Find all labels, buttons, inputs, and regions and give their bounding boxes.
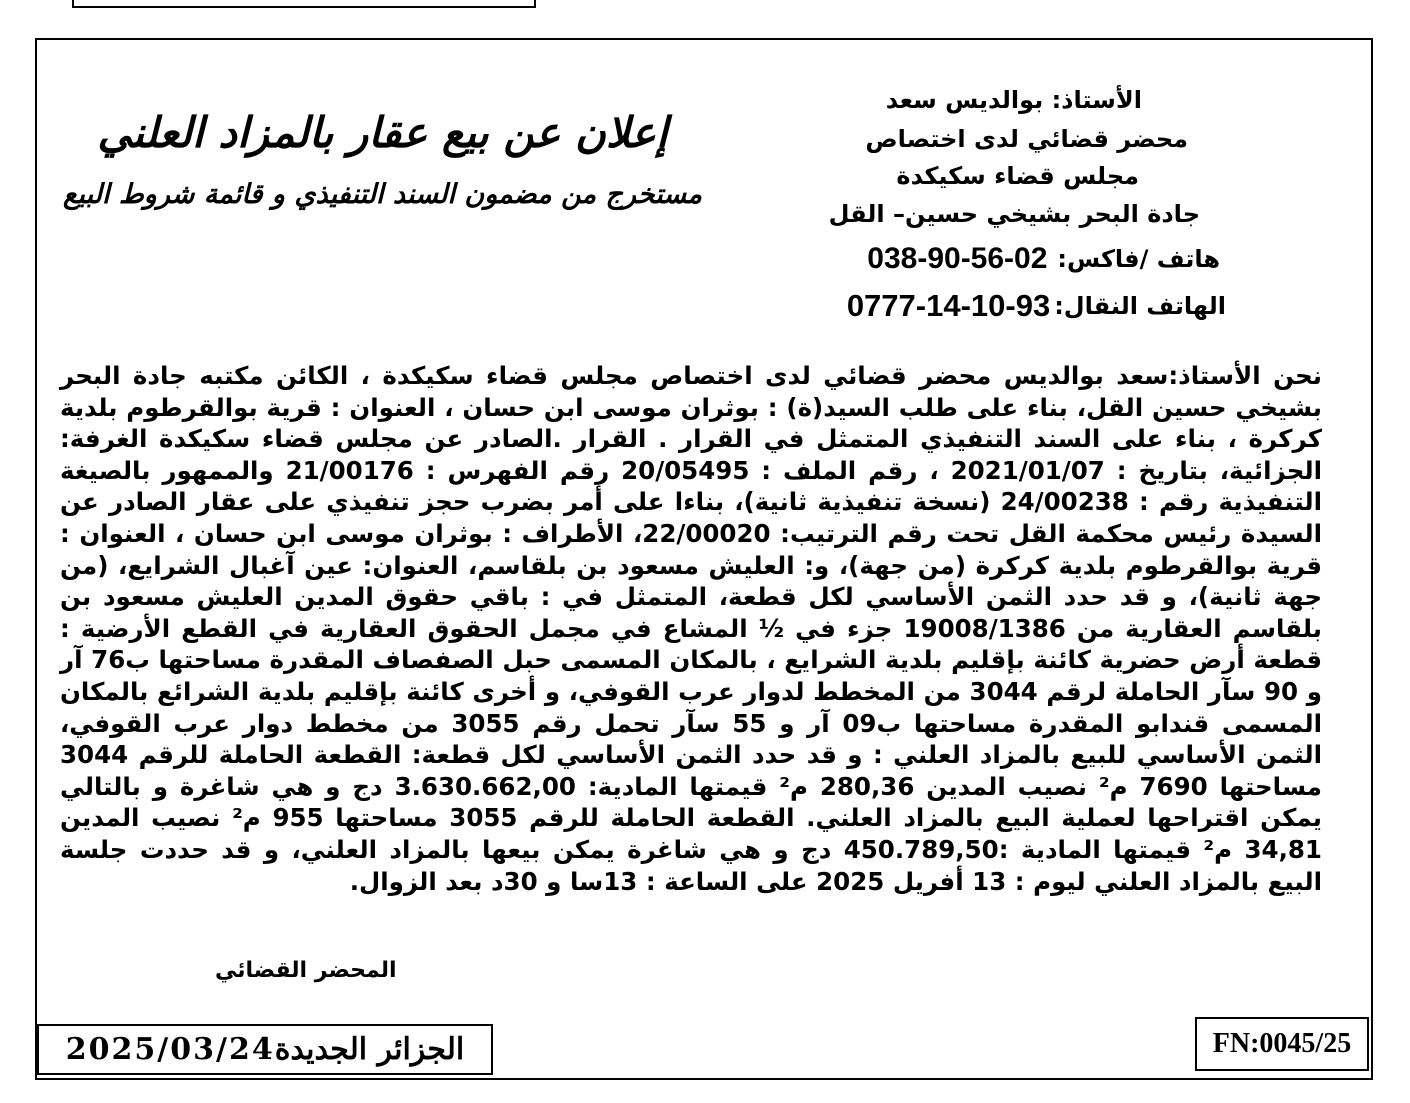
officer-title: محضر قضائي لدى اختصاص xyxy=(865,125,1188,153)
officer-court: مجلس قضاء سكيكدة xyxy=(896,162,1139,190)
announcement-subtitle: مستخرج من مضمون السند التنفيذي و قائمة شروط البيع xyxy=(63,179,702,210)
announcement-title: إعلان عن بيع عقار بالمزاد العلني xyxy=(97,108,668,157)
officer-name: الأستاذ: بوالديس سعد xyxy=(885,86,1142,114)
phone-row xyxy=(867,242,1220,276)
mobile-label: الهاتف النقال: xyxy=(1054,292,1226,320)
announcement-body: نحن الأستاذ:سعد بوالديس محضر قضائي لدى اختصاص مجلس قضاء سكيكدة ، الكائن مكتبه جادة البحر بشيخي حسين القل، بناء على طلب السيد(ة) : بوثران موسى ابن حسان ، العنوان : قرية بوالقرطوم بلدية كركرة ، بناء على السند التنفيذي المتمثل في القرار . القرار .الصادر عن مجلس قضاء سكيكدة الغرفة: الجزائية، بتاريخ : 2021/01/07 ، رقم الملف : 20/05495 رقم الفهرس : 21/00176 والممهور بالصيغة التنفيذية رقم : 24/00238 (نسخة تنفيذية ثانية)، بناءا على أمر بضرب حجز تنفيذي على عقار الصادر عن السيدة رئيس محكمة القل تحت رقم الترتيب: 22/00020، الأطراف : بوثران موسى ابن حسان ، العنوان : قرية بوالقرطوم بلدية كركرة (من جهة)، و: العليش مسعود بن بلقاسم، العنوان: عين آغبال الشرايع، (من جهة ثانية)، و قد حدد الثمن الأساسي لكل قطعة، المتمثل في : باقي حقوق المدين العليش مسعود بن بلقاسم العقارية من 19008/1386 جزء في ½ المشاع في مجمل الحقوق العقارية في القطع الأرضية : قطعة أرض حضرية كائنة بإقليم بلدية الشرايع ، بالمكان المسمى حبل الصفصاف المقدرة مساحتها ب76 آر و 90 سآر الحاملة لرقم 3044 من المخطط لدوار عرب القوفي، و أخرى كائنة بإقليم بلدية الشرائع بالمكان المسمى قندابو المقدرة مساحتها ب09 آر و 55 سآر تحمل رقم 3055 من مخطط دوار عرب القوفي، الثمن الأساسي للبيع بالمزاد العلني : و قد حدد الثمن الأساسي لكل قطعة: القطعة الحاملة للرقم 3044 مساحتها 7690 م² نصيب المدين 280,36 م² قيمتها المادية: 3.630.662,00 دج و هي شاغرة و بالتالي يمكن اقتراحها لعملية البيع بالمزاد العلني. القطعة الحاملة للرقم 3055 مساحتها 955 م² نصيب المدين 34,81 م² قيمتها المادية :450.789,50 دج و هي شاغرة يمكن بيعها بالمزاد العلني، و قد حددت جلسة البيع بالمزاد العلني ليوم : 13 أفريل 2025 على الساعة : 13سا و 30د بعد الزوال. xyxy=(60,361,1323,896)
officer-address: جادة البحر بشيخي حسين– القل xyxy=(828,200,1200,228)
phone-label: هاتف /فاكس: xyxy=(1057,245,1220,273)
mobile-number: 0777-14-10-93 xyxy=(846,288,1051,323)
fn-box xyxy=(1195,1017,1369,1071)
newspaper-date: 2025/03/24 xyxy=(65,1032,275,1067)
mobile-row xyxy=(847,288,1226,324)
newspaper-box xyxy=(37,1024,493,1075)
signature: المحضر القضائي xyxy=(215,958,397,983)
newspaper-name: الجزائر الجديدة xyxy=(274,1032,465,1067)
top-border-box xyxy=(72,0,536,8)
fn-number: FN:0045/25 xyxy=(1212,1028,1352,1059)
phone-number: 038-90-56-02 xyxy=(867,242,1048,275)
